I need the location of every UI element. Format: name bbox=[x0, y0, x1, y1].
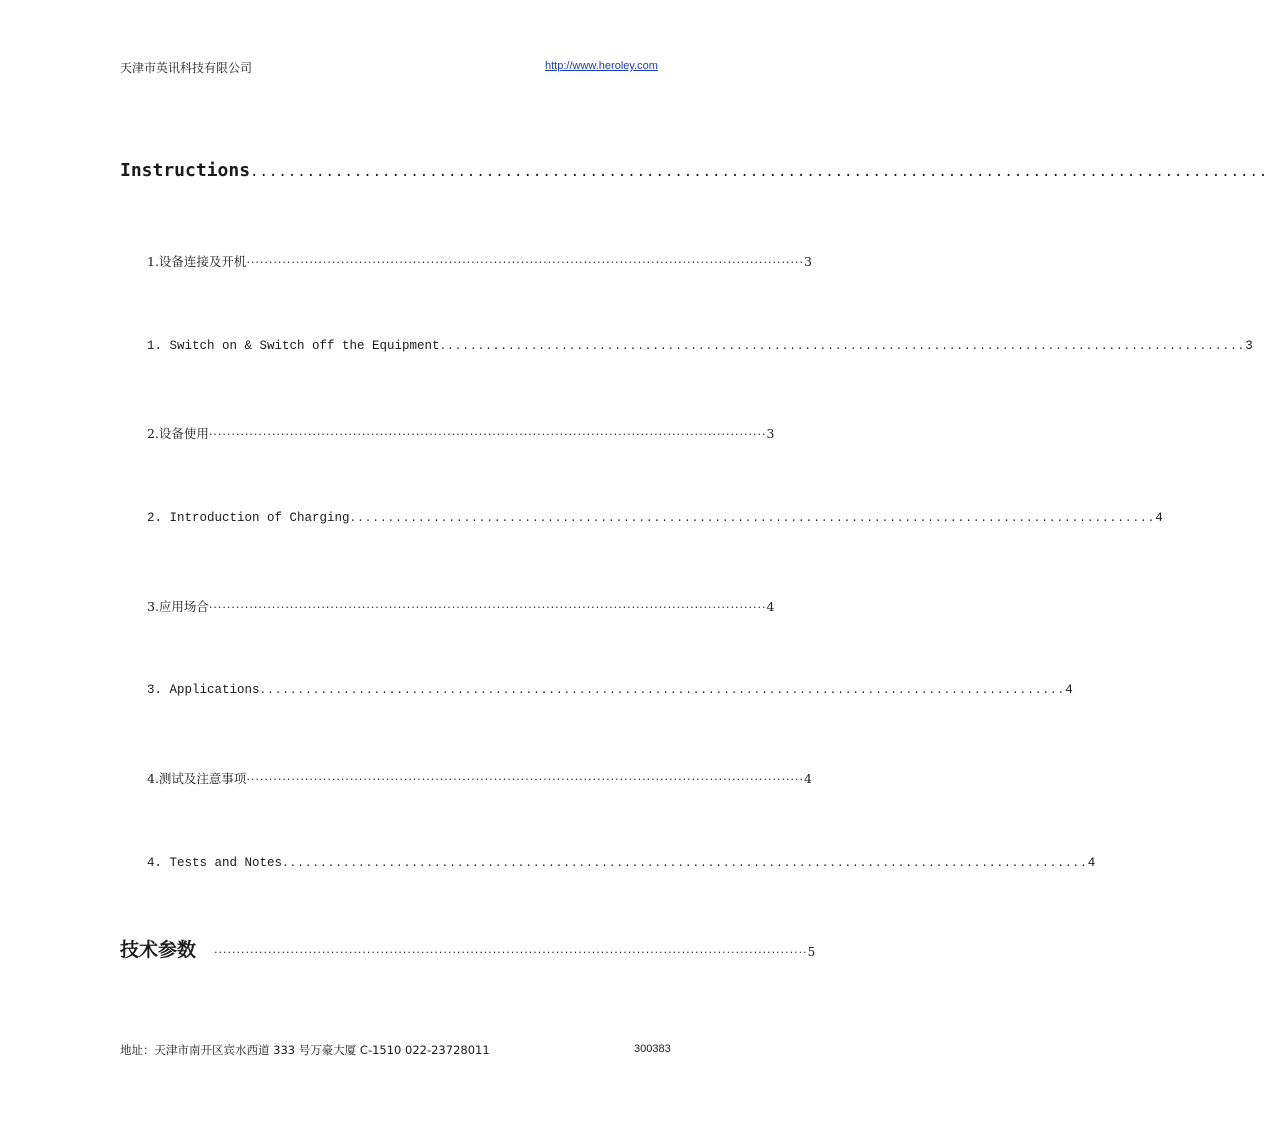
toc-entry-label: 4.测试及注意事项 bbox=[147, 771, 247, 786]
dot-leader: .......................................................................................................... bbox=[282, 858, 1088, 870]
toc-entry-page: 4 bbox=[804, 771, 812, 786]
toc-entry[interactable] bbox=[147, 683, 1073, 697]
footer-address: 地址：天津市南开区宾水西道 333 号万豪大厦 C-1510 022-23728011 bbox=[120, 1043, 490, 1057]
toc-entry-page: 3 bbox=[804, 254, 812, 269]
toc-entry-page: 4 bbox=[1087, 856, 1096, 870]
toc-entry-page: 4 bbox=[1155, 511, 1163, 525]
dot-leader: ···························································································································· bbox=[246, 773, 805, 786]
toc-section-label: 技术参数 bbox=[120, 939, 197, 961]
toc-entry[interactable] bbox=[147, 856, 1096, 870]
toc-entry[interactable] bbox=[147, 769, 812, 787]
toc-entry-label: 4. Tests and Notes bbox=[147, 856, 283, 870]
dot-leader: ···························································································································· bbox=[208, 428, 767, 441]
footer-postcode: 300383 bbox=[634, 1043, 671, 1055]
dot-leader: .......................................................................................................... bbox=[349, 513, 1156, 525]
website-link[interactable]: http://www.heroley.com bbox=[545, 60, 658, 72]
toc-entry-page: 3 bbox=[766, 426, 775, 441]
toc-entry-label: 2. Introduction of Charging bbox=[147, 511, 350, 525]
dot-leader: ............................................................................................................ bbox=[250, 164, 1268, 180]
toc-heading-row[interactable] bbox=[120, 160, 1268, 181]
toc-entry[interactable] bbox=[147, 597, 775, 615]
toc-entry-page: 4 bbox=[766, 599, 775, 614]
company-name: 天津市英讯科技有限公司 bbox=[120, 61, 253, 75]
toc-heading: Instructions bbox=[120, 160, 251, 181]
toc-section-technical-params[interactable] bbox=[120, 935, 816, 962]
toc-entry-page: 4 bbox=[1065, 683, 1073, 697]
toc-section-page: 5 bbox=[807, 945, 816, 959]
dot-leader: .......................................................................................................... bbox=[259, 685, 1066, 697]
toc-entry-label: 1.设备连接及开机 bbox=[147, 254, 247, 269]
dot-leader: ···························································································································· bbox=[246, 256, 805, 269]
toc-entry[interactable] bbox=[147, 511, 1163, 525]
toc-entry[interactable] bbox=[147, 424, 775, 442]
toc-entry-page: 3 bbox=[1245, 339, 1253, 353]
toc-entry-label: 2.设备使用 bbox=[147, 426, 209, 441]
toc-entry[interactable] bbox=[147, 339, 1253, 353]
toc-entry-label: 3. Applications bbox=[147, 683, 260, 697]
dot-leader: ···································································································································· bbox=[214, 946, 808, 959]
dot-leader: .......................................................................................................... bbox=[439, 341, 1246, 353]
dot-leader: ···························································································································· bbox=[208, 601, 767, 614]
toc-entry-label: 3.应用场合 bbox=[147, 599, 209, 614]
toc-entry[interactable] bbox=[147, 252, 812, 270]
toc-entry-label: 1. Switch on & Switch off the Equipment bbox=[147, 339, 440, 353]
